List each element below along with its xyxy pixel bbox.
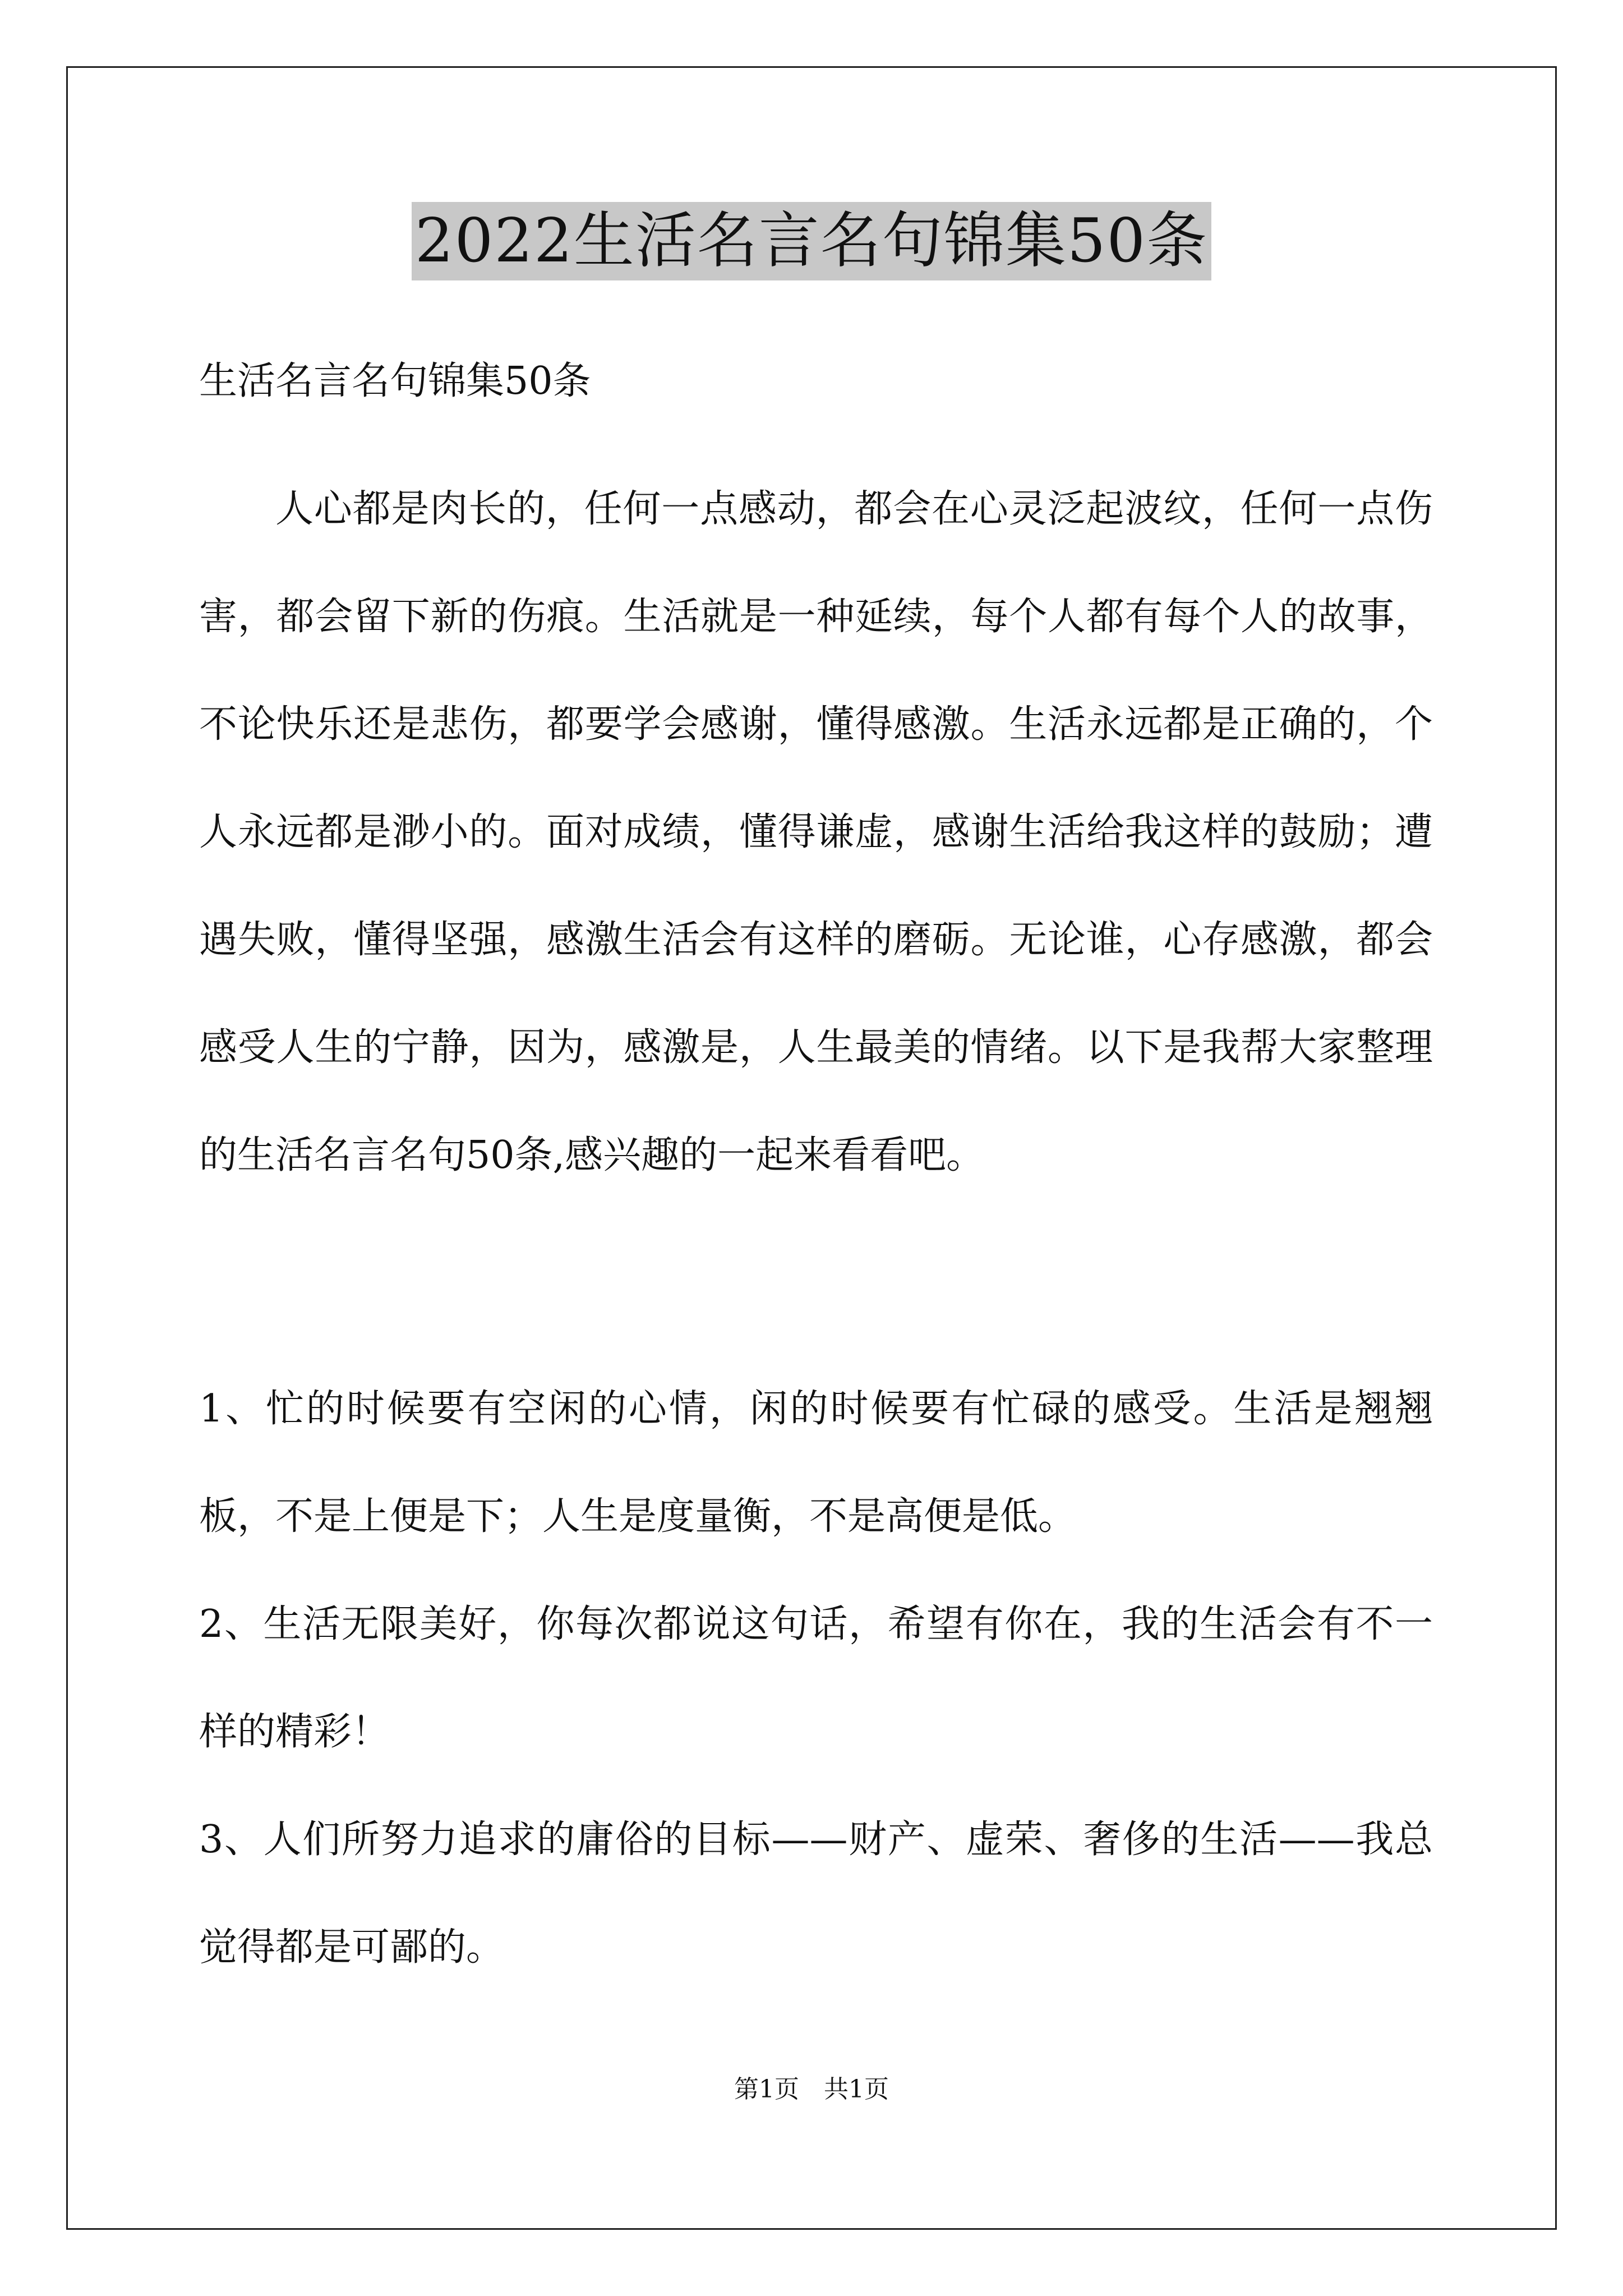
quote-item: 3、人们所努力追求的庸俗的目标——财产、虚荣、奢侈的生活——我总觉得都是可鄙的。 (199, 1818, 1433, 1970)
page-number: 第1页 共1页 (734, 2075, 889, 2104)
document-body (199, 348, 1433, 2001)
document-title: 2022生活名言名句锦集50条 (412, 202, 1211, 280)
quote-item: 1、忙的时候要有空闲的心情，闲的时候要有忙碌的感受。生活是翘翘板，不是上便是下；人生是度量衡，不是高便是低。 (199, 1387, 1433, 1539)
title-container (0, 202, 1623, 280)
document-subtitle: 生活名言名句锦集50条 (199, 359, 591, 403)
quote-item: 2、生活无限美好，你每次都说这句话，希望有你在，我的生活会有不一样的精彩！ (199, 1602, 1433, 1754)
quote-list (199, 1355, 1433, 2001)
intro-paragraph: 人心都是肉长的，任何一点感动，都会在心灵泛起波纹，任何一点伤害，都会留下新的伤痕。生活就是一种延续，每个人都有每个人的故事，不论快乐还是悲伤，都要学会感谢，懂得感激。生活永远都是正确的，个人永远都是渺小的。面对成绩，懂得谦虚，感谢生活给我这样的鼓励；遭遇失败，懂得坚强，感激生活会有这样的磨砺。无论谁，心存感激，都会感受人生的宁静，因为，感激是，人生最美的情绪。以下是我帮大家整理的生活名言名句50条,感兴趣的一起来看看吧。 (199, 487, 1433, 1177)
